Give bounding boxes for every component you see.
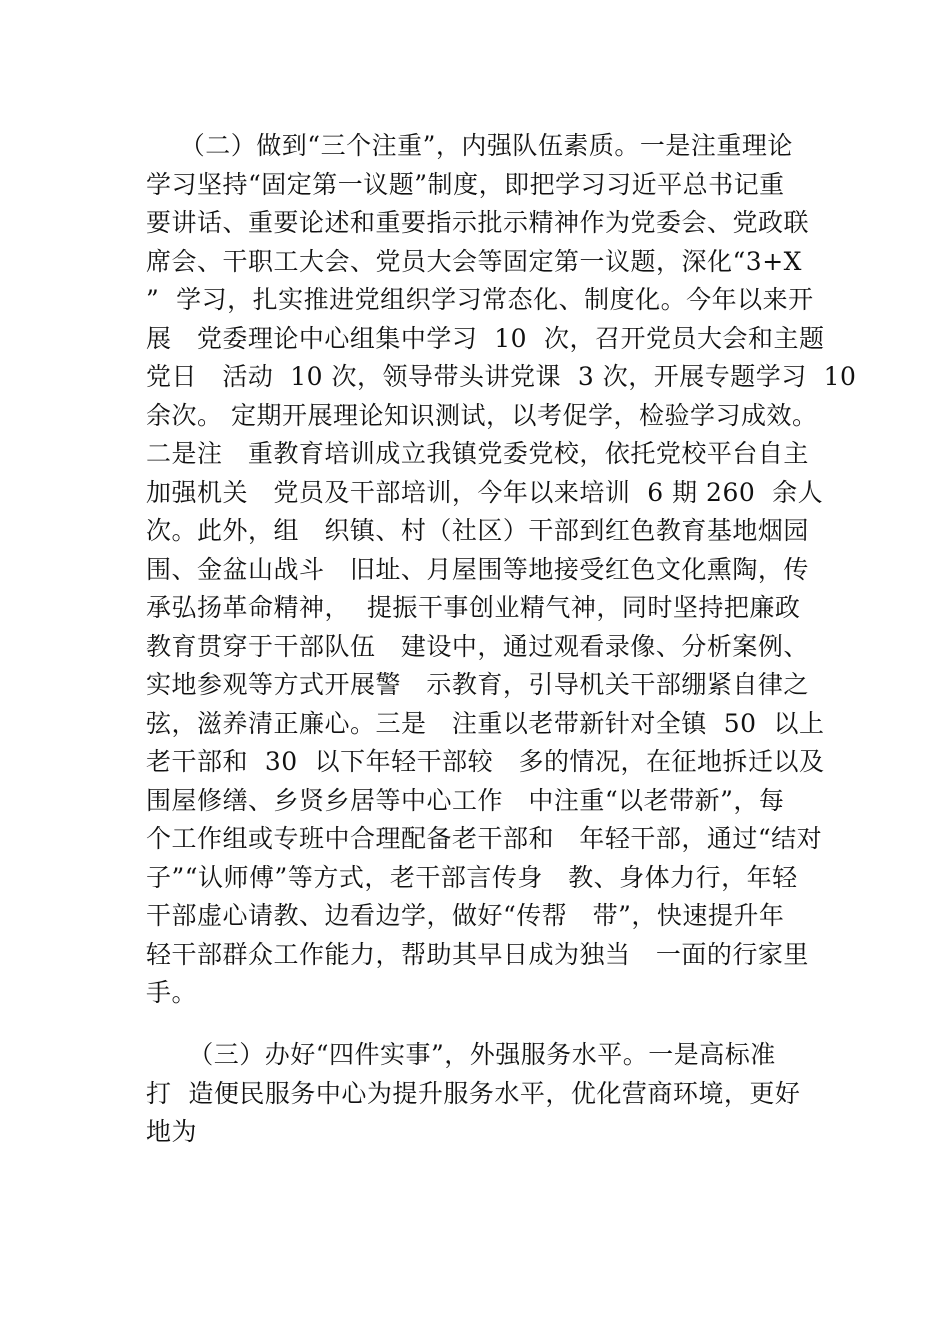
text-line: 轻干部群众工作能力，帮助其早日成为独当 一面的行家里 [146,939,809,969]
text-line: 个工作组或专班中合理配备老干部和 年轻干部，通过“结对 [146,824,823,853]
text-line: 要讲话、重要论述和重要指示批示精神作为党委会、党政联 [146,208,810,237]
text-line: 弦，滋养清正廉心。三是 注重以老带新针对全镇 50 以上 [146,708,825,738]
text-line: 实地参观等方式开展警 示教育，引导机关干部绷紧自律之 [146,670,809,699]
text-line: 子”“认师傅”等方式，老干部言传身 教、身体力行，年轻 [146,862,798,892]
text-line: 次。此外，组 织镇、村（社区）干部到红色教育基地烟园 [146,516,809,545]
text-line: 地为 [146,1117,198,1146]
text-line: 老干部和 30 以下年轻干部较 多的情况，在征地拆迁以及 [146,747,825,776]
text-line: 二是注 重教育培训成立我镇党委党校，依托党校平台自主 [146,439,809,468]
text-line: ” 学习，扎实推进党组织学习常态化、制度化。今年以来开 [146,285,814,314]
text-line: 展 党委理论中心组集中学习 10 次，召开党员大会和主题 [146,323,825,353]
text-line: 围屋修缮、乡贤乡居等中心工作 中注重“以老带新”，每 [146,785,785,815]
text-line: 干部虚心请教、边看边学，做好“传帮 带”，快速提升年 [146,901,785,930]
paragraph-2 [146,127,857,1013]
text-line: 围、金盆山战斗 旧址、月屋围等地接受红色文化熏陶，传 [146,554,809,584]
text-line: 余次。 定期开展理论知识测试，以考促学，检验学习成效。 [146,400,818,430]
text-line: 席会、干职工大会、党员大会等固定第一议题，深化“3+X [146,246,802,276]
paragraph-3 [146,1036,826,1152]
text-line: 手。 [146,978,198,1007]
text-line: 党日 活动 10 次，领导带头讲党课 3 次，开展专题学习 10 [146,362,857,391]
text-line: （三）办好“四件实事”，外强服务水平。一是高标准 [146,1040,776,1069]
text-line: 承弘扬革命精神， 提振干事创业精气神，同时坚持把廉政 [146,593,801,622]
text-line: 打 造便民服务中心为提升服务水平，优化营商环境，更好 [146,1078,801,1108]
text-line: 学习坚持“固定第一议题”制度，即把学习习近平总书记重 [146,169,785,199]
text-line: 加强机关 党员及干部培训，今年以来培训 6 期 260 余人 [146,477,824,507]
text-line: 教育贯穿于干部队伍 建设中，通过观看录像、分析案例、 [146,631,809,661]
text-line: （二）做到“三个注重”，内强队伍素质。一是注重理论 [146,131,793,160]
